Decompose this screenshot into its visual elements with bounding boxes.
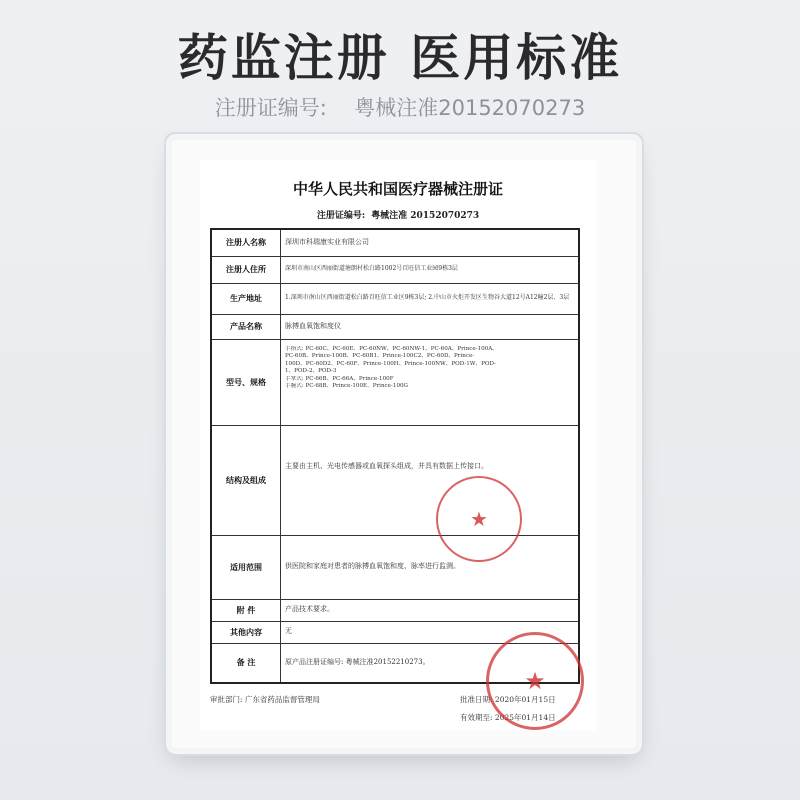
registration-number-line [0, 92, 800, 122]
row-value: 原产品注册证编号: 粤械注准20152210273。 [281, 643, 580, 683]
validity-value: 2025年01月14日 [494, 713, 556, 722]
row-value: 1.深圳市南山区西丽街道松白路百旺信工业区9栋3层; 2.中山市火炬开发区生物谷大道12号A12幢2层、3层 [281, 283, 580, 314]
model-line: 手掌式: PC-66B、PC-66A、Prince-100F [285, 375, 394, 382]
registration-label: 注册证编号: [214, 96, 327, 120]
row-label: 结构及组成 [211, 425, 281, 535]
row-value: 产品技术要求。 [281, 599, 580, 621]
certificate-table [210, 228, 580, 684]
model-line: 1、POD-2、POD-3 [285, 368, 337, 375]
table-row [211, 229, 579, 256]
table-row [211, 339, 579, 425]
seal-stamp-middle [436, 476, 522, 562]
row-value: 供医院和家庭对患者的脉搏血氧饱和度、脉率进行监测。 [281, 535, 580, 599]
row-value: 深圳市科瑞康实业有限公司 [281, 229, 580, 256]
table-row [211, 283, 579, 314]
row-label: 其他内容 [211, 621, 281, 643]
seal-stamp-bottom [486, 632, 584, 730]
page-headline: 药监注册 医用标准 [177, 29, 623, 87]
approval-date-value: 2020年01月15日 [494, 695, 556, 704]
row-value: 无 [281, 621, 580, 643]
row-label: 备 注 [211, 643, 281, 683]
row-label: 生产地址 [211, 283, 281, 314]
table-row [211, 425, 579, 535]
row-label: 附 件 [211, 599, 281, 621]
table-row [211, 256, 579, 283]
registration-value: 粤械注准20152070273 [354, 96, 586, 120]
model-line: 手腕式: PC-68B、Prince-100E、Prince-100G [285, 383, 409, 390]
row-value: 脉搏血氧饱和度仪 [281, 314, 580, 339]
row-label: 适用范围 [211, 535, 281, 599]
model-line: 100D、PC-60D2、PC-60F、Prince-100H、Prince-100NW、POD-1W、POD- [285, 360, 496, 367]
department-value: 广东省药品监督管理局 [244, 695, 320, 704]
approval-date-label: 批准日期: [460, 695, 493, 704]
row-value [281, 339, 580, 425]
certificate-number-value: 粤械注准 20152070273 [371, 211, 480, 221]
seal-star-icon: ★ [470, 507, 488, 531]
table-row [211, 599, 579, 621]
table-row [211, 314, 579, 339]
certificate-number-label: 注册证编号: [316, 211, 366, 221]
seal-star-icon: ★ [524, 667, 546, 695]
row-value: 主要由主机、光电传感器或血氧探头组成，并具有数据上传接口。 [281, 425, 580, 535]
department-label: 审批部门: [210, 695, 243, 704]
certificate-document [200, 160, 596, 730]
certificate-title: 中华人民共和国医疗器械注册证 [292, 180, 503, 198]
row-label: 注册人名称 [211, 229, 281, 256]
table-row [211, 535, 579, 599]
model-line: PC-60B、Prince-100B、PC-60B1、Prince-100C2、PC-60D、Prince- [285, 353, 475, 360]
row-label: 产品名称 [211, 314, 281, 339]
validity-label: 有效期至: [460, 713, 493, 722]
row-label: 型号、规格 [211, 339, 281, 425]
certificate-number [200, 208, 596, 221]
model-line: 手指式: PC-60C、PC-60E、PC-60NW、PC-60NW-1、PC-60A、Prince-100A、 [285, 345, 498, 352]
row-label: 注册人住所 [211, 256, 281, 283]
row-value: 深圳市南山区西丽街道塘朗村松白路1002号百旺信工业园9栋3层 [281, 256, 580, 283]
